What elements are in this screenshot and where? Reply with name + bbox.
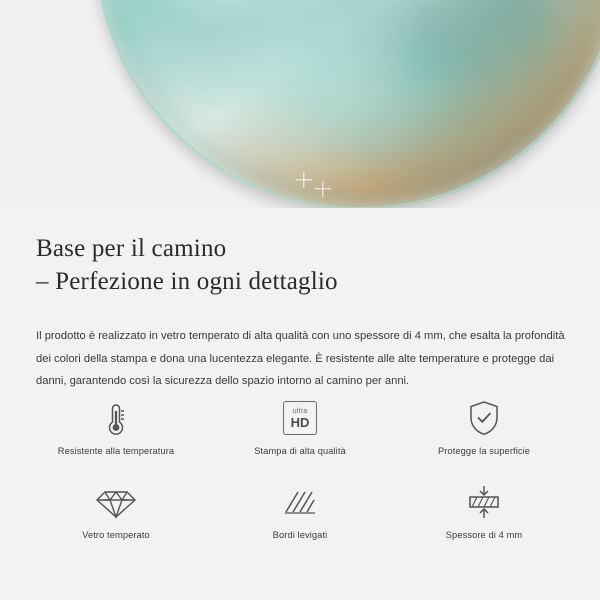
feature-label: Bordi levigati	[272, 530, 328, 540]
feature-label: Protegge la superficie	[437, 446, 531, 456]
shield-check-icon	[464, 396, 504, 440]
feature-label: Stampa di alta qualità	[254, 446, 346, 456]
glass-plate-graphic	[95, 0, 600, 208]
feature-item-surface-protection	[392, 396, 576, 474]
ultra-hd-icon	[283, 396, 317, 440]
diamond-icon	[94, 480, 138, 524]
feature-item-polished-edges	[208, 480, 392, 558]
feature-label: Vetro temperato	[82, 530, 150, 540]
feature-label: Resistente alla temperatura	[57, 446, 175, 456]
page-title	[36, 232, 576, 298]
headline-line-2: – Perfezione in ogni dettaglio	[36, 268, 338, 295]
ultra-hd-badge-bottom: HD	[290, 414, 310, 430]
thickness-arrows-icon	[462, 480, 506, 524]
feature-item-tempered-glass	[24, 480, 208, 558]
glass-edge-rim	[95, 0, 600, 208]
feature-grid	[24, 396, 576, 558]
thermometer-icon	[97, 396, 135, 440]
feature-item-temperature-resistant	[24, 396, 208, 474]
feature-item-print-quality	[208, 396, 392, 474]
headline-line-1: Base per il camino	[36, 235, 227, 262]
product-description-text: Il prodotto è realizzato in vetro temperato di alta qualità con uno spessore di 4 mm, che esalta la profondità dei colori della stampa e dona una lucentezza elegante. È resistente alle alte temperature e protegge dai danni, garantendo così la sicurezza dello spazio intorno al camino per anni.	[36, 330, 565, 387]
feature-label: Spessore di 4 mm	[445, 530, 523, 540]
feature-item-thickness	[392, 480, 576, 558]
ultra-hd-badge-top: ultra	[292, 407, 308, 415]
hero-product-image	[0, 0, 600, 208]
polished-edges-icon	[280, 480, 320, 524]
